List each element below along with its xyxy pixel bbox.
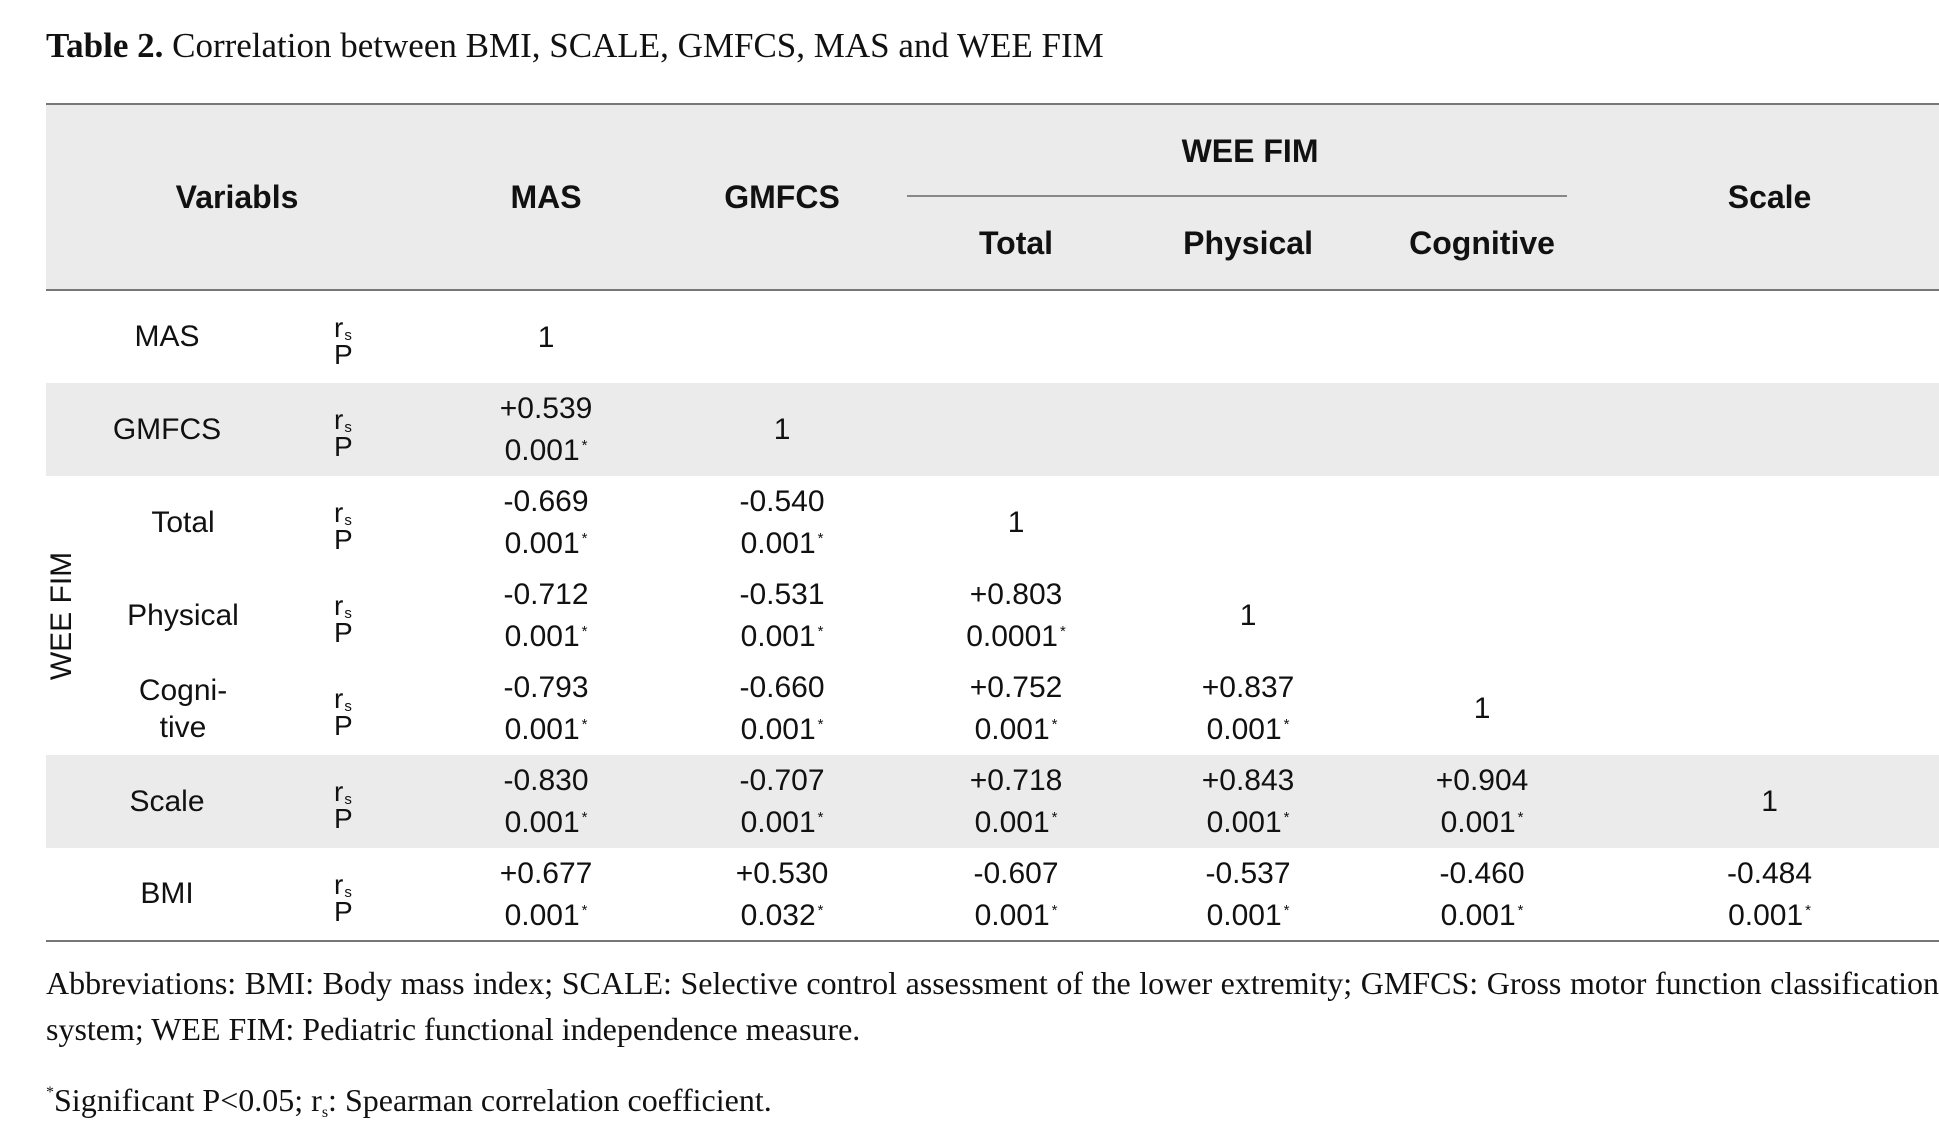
rs-value: +0.837 [1201, 671, 1295, 704]
rs-value: 1 [1473, 692, 1491, 725]
p-value-number: 0.001 [740, 527, 816, 560]
significance-mark: * [817, 901, 824, 919]
p-value-number: 0.001 [974, 806, 1050, 839]
sig-text: Significant P<0.05; r [54, 1082, 322, 1118]
p-value [1132, 892, 1364, 934]
p-value-number: 0.001 [1728, 898, 1804, 932]
row-label: Physical [127, 598, 239, 632]
significance-mark: * [1283, 901, 1290, 919]
rs-p-label [334, 311, 353, 370]
p-label: P [334, 895, 353, 927]
table-cell [664, 662, 900, 755]
r-subscript: s [344, 326, 352, 344]
p-value [428, 613, 664, 655]
significance-mark: * [581, 901, 588, 919]
row-label: BMI [140, 877, 194, 910]
p-value [1132, 799, 1364, 841]
table-cell [1364, 383, 1600, 476]
r-subscript: s [344, 883, 352, 901]
correlation-table [46, 103, 1939, 942]
table-cell [664, 569, 900, 662]
stat-label [288, 848, 428, 941]
table-cell [428, 569, 664, 662]
rs-value: -0.712 [503, 578, 589, 611]
rs-value: -0.793 [503, 671, 589, 704]
p-value [664, 799, 900, 841]
rs-value: -0.537 [1205, 856, 1291, 890]
header-mas: MAS [510, 178, 582, 215]
table-cell [900, 383, 1132, 476]
significance-mark: * [1051, 716, 1058, 733]
header-variables: Variabls [175, 178, 299, 215]
rs-p-label [334, 497, 353, 555]
row-label: GMFCS [112, 412, 222, 446]
rs-value: +0.539 [499, 392, 593, 425]
table-cell [428, 848, 664, 941]
table-cell [1364, 476, 1600, 569]
table-cell [900, 662, 1132, 755]
rs-value: 1 [773, 413, 791, 446]
p-value [900, 706, 1132, 748]
significance-mark: * [1051, 901, 1058, 919]
p-value [1364, 799, 1600, 841]
stat-label [288, 476, 428, 569]
table-cell [1364, 755, 1600, 848]
rs-value: 1 [1239, 599, 1257, 632]
table-cell [900, 755, 1132, 848]
table-body [46, 290, 1939, 941]
sig-mark: * [46, 1084, 54, 1101]
p-value [664, 706, 900, 748]
table-cell [1364, 848, 1600, 941]
rs-value: -0.607 [973, 856, 1059, 890]
stat-label [288, 569, 428, 662]
p-value [900, 892, 1132, 934]
rs-value: +0.803 [969, 578, 1063, 611]
table-cell [1600, 662, 1939, 755]
p-label: P [334, 803, 353, 834]
table-cell [1600, 476, 1939, 569]
p-value-number: 0.001 [504, 434, 580, 467]
significance-mark: * [1283, 809, 1290, 826]
significance-mark: * [817, 809, 824, 826]
table-row [46, 476, 1939, 569]
header-scale: Scale [1727, 178, 1812, 215]
significance-mark: * [817, 530, 824, 547]
table-cell [1132, 290, 1364, 383]
rs-value: +0.843 [1201, 764, 1295, 797]
p-value [428, 892, 664, 934]
rs-p-label [334, 683, 353, 741]
p-label: P [334, 431, 353, 462]
table-cell [1132, 476, 1364, 569]
p-value-number: 0.001 [1206, 898, 1282, 932]
header-gmfcs: GMFCS [724, 178, 840, 215]
table-cell [428, 755, 664, 848]
p-value-number: 0.001 [504, 898, 580, 932]
r-letter: r [334, 868, 344, 900]
header-weefim [900, 104, 1600, 197]
r-subscript: s [344, 419, 352, 436]
rs-value: -0.707 [739, 764, 825, 797]
p-value [664, 520, 900, 562]
p-value-number: 0.0001 [966, 620, 1058, 653]
p-value-number: 0.001 [1206, 806, 1282, 839]
significance-mark: * [581, 809, 588, 826]
table-row [46, 290, 1939, 383]
r-subscript: s [344, 605, 352, 622]
table-cell [1600, 290, 1939, 383]
rs-value: -0.484 [1726, 856, 1813, 890]
rs-p-label [334, 404, 353, 462]
p-value-number: 0.001 [974, 898, 1050, 932]
r-letter: r [334, 497, 344, 528]
p-value [900, 613, 1132, 655]
p-value [428, 706, 664, 748]
table-cell [900, 476, 1132, 569]
table-cell [1364, 662, 1600, 755]
row-label: MAS [134, 320, 200, 353]
p-value [428, 520, 664, 562]
r-subscript: s [344, 512, 352, 529]
rs-value: 1 [1007, 506, 1025, 539]
r-letter: r [334, 311, 344, 343]
rs-value: +0.718 [969, 764, 1063, 797]
significance-mark: * [1059, 623, 1066, 640]
table-title [46, 26, 1104, 66]
header-total: Total [979, 224, 1054, 261]
significance-mark: * [1517, 901, 1524, 919]
table-cell [900, 290, 1132, 383]
table-cell [1600, 848, 1939, 941]
r-letter: r [334, 776, 344, 807]
table-cell [428, 662, 664, 755]
p-value-number: 0.001 [504, 620, 580, 653]
rs-sub: s [321, 1104, 329, 1121]
table-caption: Correlation between BMI, SCALE, GMFCS, MAS and WEE FIM [172, 26, 1104, 65]
significance-mark: * [581, 716, 588, 733]
p-value-number: 0.001 [740, 806, 816, 839]
rs-value: -0.660 [739, 671, 825, 704]
stat-label [288, 383, 428, 476]
significance-mark: * [1517, 809, 1524, 826]
p-value-number: 0.001 [974, 713, 1050, 746]
rs-p-label [334, 868, 353, 927]
rs-p-label [334, 776, 353, 834]
p-value-number: 0.001 [504, 713, 580, 746]
table-header [46, 104, 1939, 290]
table-cell [428, 383, 664, 476]
p-value [428, 427, 664, 469]
p-value [428, 799, 664, 841]
significance-mark: * [817, 716, 824, 733]
p-value-number: 0.001 [1440, 898, 1516, 932]
row-label-line: tive [159, 710, 207, 744]
p-value [664, 613, 900, 655]
p-value-number: 0.001 [504, 527, 580, 560]
table-cell [1132, 848, 1364, 941]
stat-label [288, 755, 428, 848]
p-value [1600, 892, 1939, 934]
p-label: P [334, 524, 353, 555]
header-cognitive: Cognitive [1409, 224, 1555, 261]
group-label-cell [46, 476, 78, 755]
p-label: P [334, 338, 353, 370]
table-cell [1600, 755, 1939, 848]
significance-note [46, 1082, 772, 1122]
table-cell [1600, 383, 1939, 476]
row-label: Scale [129, 784, 205, 818]
significance-mark: * [581, 623, 588, 640]
table-row [46, 848, 1939, 941]
rs-value: +0.677 [499, 856, 593, 890]
table-row [46, 569, 1939, 662]
p-value [1132, 706, 1364, 748]
table-cell [428, 290, 664, 383]
rs-value: -0.460 [1439, 856, 1525, 890]
rs-value: -0.669 [503, 485, 589, 518]
header-physical: Physical [1183, 224, 1313, 261]
p-value-number: 0.001 [740, 713, 816, 746]
rs-value: -0.531 [739, 578, 825, 611]
rs-value: 1 [537, 320, 555, 354]
table-cell [664, 848, 900, 941]
p-value [900, 799, 1132, 841]
r-letter: r [334, 683, 344, 714]
p-label: P [334, 617, 353, 648]
p-label: P [334, 710, 353, 741]
table-cell [1132, 383, 1364, 476]
significance-mark: * [817, 623, 824, 640]
table-cell [1600, 569, 1939, 662]
rs-value: -0.540 [739, 485, 825, 518]
table-cell [900, 848, 1132, 941]
group-label-weefim: WEE FIM [45, 551, 78, 680]
rs-value: +0.530 [735, 856, 829, 890]
p-value-number: 0.001 [1206, 713, 1282, 746]
table-number: Table 2. [46, 26, 164, 65]
stat-label [288, 290, 428, 383]
rs-value: -0.830 [503, 764, 589, 797]
table-row [46, 662, 1939, 755]
significance-mark: * [581, 437, 588, 454]
rs-p-label [334, 590, 353, 648]
stat-label [288, 662, 428, 755]
table-cell [1132, 569, 1364, 662]
table-row [46, 755, 1939, 848]
p-value-number: 0.001 [740, 620, 816, 653]
significance-mark: * [1283, 716, 1290, 733]
p-value-number: 0.001 [1440, 806, 1516, 839]
header-weefim-rule [907, 195, 1567, 197]
table-cell [1364, 290, 1600, 383]
r-letter: r [334, 404, 344, 435]
table-cell [900, 569, 1132, 662]
rs-value: +0.752 [969, 671, 1063, 704]
table-cell [664, 290, 900, 383]
table-cell [428, 476, 664, 569]
significance-mark: * [581, 530, 588, 547]
row-label-line: Cogni- [138, 673, 228, 707]
rs-text: : Spearman correlation coefficient. [328, 1082, 772, 1118]
table-cell [664, 383, 900, 476]
p-value [664, 892, 900, 934]
row-label [78, 662, 288, 755]
row-label: Total [151, 505, 215, 539]
table-cell [1132, 755, 1364, 848]
abbreviations-note: Abbreviations: BMI: Body mass index; SCALE: Selective control assessment of the lower extremity; GMFCS: Gross motor function classification system; WEE FIM: Pediatric functional independence measure. [46, 965, 1939, 1047]
p-value-number: 0.001 [504, 806, 580, 839]
significance-mark: * [1051, 809, 1058, 826]
p-value [1364, 892, 1600, 934]
table-cell [1364, 569, 1600, 662]
table-cell [664, 755, 900, 848]
r-subscript: s [344, 698, 352, 715]
p-value-number: 0.032 [740, 898, 816, 932]
header-weefim-label: WEE FIM [1181, 132, 1319, 169]
rs-value: 1 [1761, 785, 1778, 818]
table-cell [1132, 662, 1364, 755]
table-row [46, 383, 1939, 476]
rs-value: +0.904 [1435, 764, 1529, 797]
significance-mark: * [1805, 901, 1811, 919]
table-cell [664, 476, 900, 569]
r-letter: r [334, 590, 344, 621]
r-subscript: s [344, 791, 352, 808]
